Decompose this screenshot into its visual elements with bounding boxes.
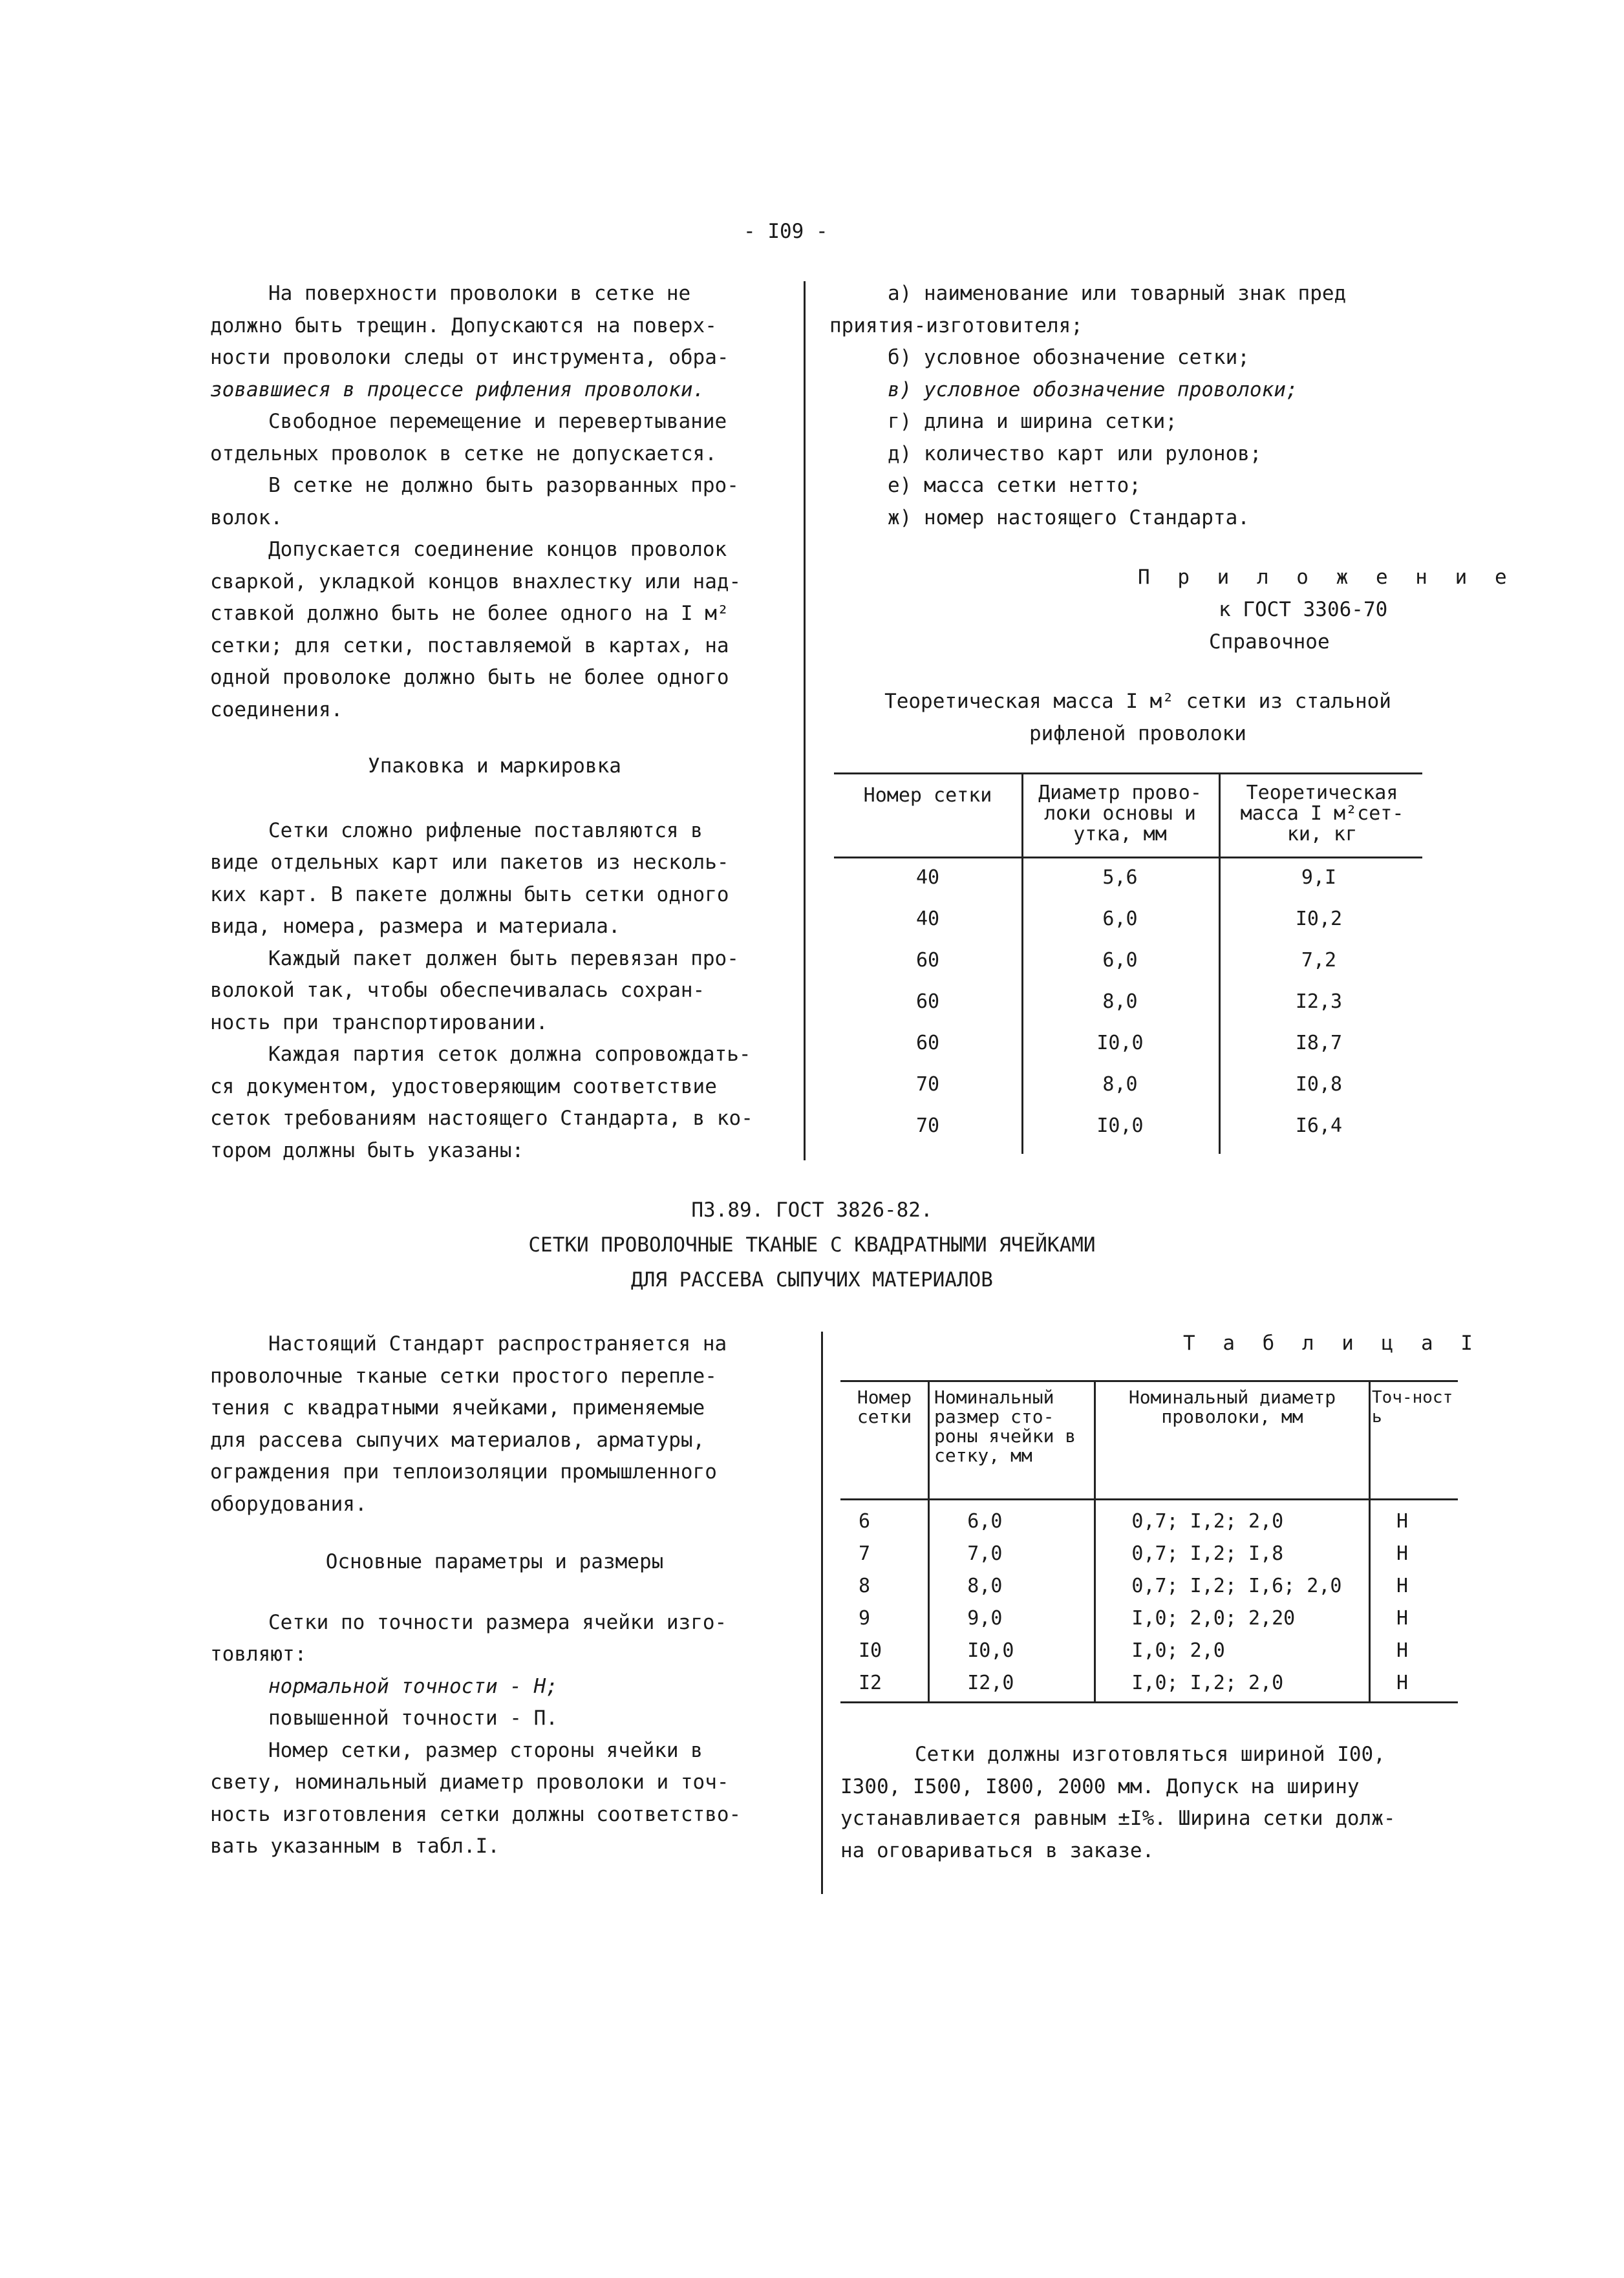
table-cell: Н bbox=[1396, 1639, 1409, 1662]
table-cell: 0,7; I,2; I,6; 2,0 bbox=[1131, 1574, 1342, 1597]
table-row bbox=[834, 1032, 1422, 1073]
table-header: Теоретическая масса I м²сет-ки, кг bbox=[1240, 782, 1404, 846]
text-line: В сетке не должно быть разорванных про- bbox=[268, 474, 739, 497]
table-rule bbox=[840, 1380, 1458, 1382]
text-line: Номер сетки, размер стороны ячейки в bbox=[268, 1738, 703, 1762]
paragraph bbox=[210, 278, 792, 406]
text-line: Свободное перемещение и перевертывание bbox=[268, 410, 727, 433]
table-cell: Н bbox=[1396, 1574, 1409, 1597]
list-item: ж) номер настоящего Стандарта. bbox=[888, 506, 1250, 529]
column-divider bbox=[821, 1332, 823, 1894]
table-cell: Н bbox=[1396, 1606, 1409, 1630]
table-cell: 5,6 bbox=[1102, 866, 1138, 889]
table-cell: Н bbox=[1396, 1509, 1409, 1533]
table-row bbox=[840, 1666, 1458, 1699]
mass-table bbox=[834, 772, 1422, 1154]
text-line: одной проволоке должно быть не более одного bbox=[210, 666, 729, 689]
table-row bbox=[834, 1114, 1422, 1156]
table-row bbox=[840, 1634, 1458, 1666]
text-line: вида, номера, размера и материала. bbox=[210, 915, 621, 938]
list-item: д) количество карт или рулонов; bbox=[888, 442, 1262, 465]
table-cell: 70 bbox=[915, 1114, 940, 1137]
table-cell: 7,0 bbox=[967, 1542, 1003, 1565]
text-line: ности проволоки следы от инструмента, обра- bbox=[210, 346, 729, 369]
text-line: на оговариваться в заказе. bbox=[840, 1838, 1155, 1862]
text-line: отдельных проволок в сетке не допускается. bbox=[210, 442, 717, 465]
text-line: оборудования. bbox=[210, 1492, 367, 1516]
table-header: Номер сетки bbox=[863, 784, 992, 807]
table-rule bbox=[834, 857, 1422, 858]
table-row bbox=[840, 1505, 1458, 1537]
appendix-label: П р и л о ж е н и е bbox=[1138, 566, 1515, 589]
list-item: приятия-изготовителя; bbox=[829, 314, 1083, 337]
table-cell: Н bbox=[1396, 1542, 1409, 1565]
table-row bbox=[840, 1537, 1458, 1570]
page-number: - I09 - bbox=[743, 220, 828, 243]
text-line: На поверхности проволоки в сетке не bbox=[268, 282, 691, 305]
table-cell: 9,I bbox=[1301, 866, 1337, 889]
table-header: Номинальный диаметр проволоки, мм bbox=[1128, 1387, 1336, 1427]
table-header: Точ-ность bbox=[1372, 1388, 1453, 1427]
paragraph bbox=[210, 1735, 792, 1863]
table-row bbox=[834, 990, 1422, 1032]
table-cell: 9,0 bbox=[967, 1606, 1003, 1630]
table-label: Т а б л и ц а I bbox=[1183, 1332, 1480, 1355]
appendix-type: Справочное bbox=[1209, 630, 1330, 654]
table-cell: 8,0 bbox=[967, 1574, 1003, 1597]
section-heading: Упаковка и маркировка bbox=[368, 754, 621, 778]
table-cell: 60 bbox=[915, 949, 940, 972]
text-line: сетки; для сетки, поставляемой в картах, на bbox=[210, 633, 729, 657]
table-cell: I6,4 bbox=[1295, 1114, 1343, 1137]
text-line: Сетки сложно рифленые поставляются в bbox=[268, 818, 703, 842]
paragraph bbox=[210, 943, 792, 1039]
section-title: ДЛЯ РАССЕВА СЫПУЧИХ МАТЕРИАЛОВ bbox=[631, 1268, 993, 1292]
table-cell: 60 bbox=[915, 1032, 940, 1054]
table-cell: I0,8 bbox=[1295, 1073, 1343, 1096]
table-cell: 6,0 bbox=[1102, 908, 1138, 930]
list-item: е) масса сетки нетто; bbox=[888, 474, 1141, 497]
text-line: сеток требованиям настоящего Стандарта, в ко- bbox=[210, 1107, 753, 1130]
paragraph bbox=[210, 1039, 792, 1167]
table-cell: I0,0 bbox=[1096, 1114, 1144, 1137]
text-line: ся документом, удостоверяющим соответствие bbox=[210, 1074, 717, 1098]
table-rule bbox=[840, 1701, 1458, 1703]
table-cell: 9 bbox=[859, 1606, 871, 1630]
table-cell: 70 bbox=[915, 1073, 940, 1096]
table-row bbox=[840, 1602, 1458, 1634]
text-line: волокой так, чтобы обеспечивалась сохран- bbox=[210, 979, 705, 1002]
paragraph bbox=[210, 1607, 792, 1735]
table-cell: Н bbox=[1396, 1671, 1409, 1694]
table-cell: 8 bbox=[859, 1574, 871, 1597]
paragraph bbox=[210, 1328, 792, 1520]
table-cell: I0,0 bbox=[967, 1639, 1014, 1662]
table-cell: 0,7; I,2; 2,0 bbox=[1131, 1509, 1284, 1533]
table-cell: I0,0 bbox=[1096, 1032, 1144, 1054]
section-number: П3.89. ГОСТ 3826-82. bbox=[691, 1198, 933, 1222]
section-title-block bbox=[0, 1193, 1624, 1297]
table-cell: I,0; I,2; 2,0 bbox=[1131, 1671, 1284, 1694]
text-line: рифленой проволоки bbox=[1029, 722, 1246, 745]
table-cell: I2,0 bbox=[967, 1671, 1014, 1694]
table-cell: 0,7; I,2; I,8 bbox=[1131, 1542, 1284, 1565]
table-cell: 60 bbox=[915, 990, 940, 1013]
text-line: устанавливается равным ±I%. Ширина сетки долж- bbox=[840, 1807, 1396, 1830]
table-header: Номинальный размер сто-роны ячейки в сетку, мм bbox=[934, 1387, 1076, 1466]
table-body bbox=[840, 1505, 1458, 1699]
list-item: б) условное обозначение сетки; bbox=[888, 346, 1250, 369]
paragraph bbox=[210, 815, 792, 943]
table-cell: I8,7 bbox=[1295, 1032, 1343, 1054]
right-column-2-text bbox=[840, 1739, 1461, 1867]
right-column-1 bbox=[829, 278, 1424, 534]
table-rule bbox=[840, 1498, 1458, 1500]
text-line: соединения. bbox=[210, 697, 343, 721]
text-line: товляют: bbox=[210, 1643, 307, 1666]
table-cell: 40 bbox=[915, 866, 940, 889]
table-cell: I,0; 2,0 bbox=[1131, 1639, 1225, 1662]
table-cell: 7 bbox=[859, 1542, 871, 1565]
paragraph bbox=[210, 534, 792, 726]
text-line: тором должны быть указаны: bbox=[210, 1138, 524, 1162]
text-line: Сетки по точности размера ячейки изго- bbox=[268, 1610, 727, 1634]
text-line: виде отдельных карт или пакетов из несколь- bbox=[210, 851, 729, 874]
list-item: г) длина и ширина сетки; bbox=[888, 410, 1177, 433]
table-cell: 6,0 bbox=[1102, 949, 1138, 972]
list-item: а) наименование или товарный знак пред bbox=[888, 282, 1347, 305]
text-line: I300, I500, I800, 2000 мм. Допуск на ширину bbox=[840, 1774, 1360, 1798]
table-cell: 6 bbox=[859, 1509, 871, 1533]
text-line: ность при транспортировании. bbox=[210, 1010, 548, 1034]
table-cell: 8,0 bbox=[1102, 1073, 1138, 1096]
text-line: проволочные тканые сетки простого перепле- bbox=[210, 1364, 717, 1388]
left-column-1 bbox=[210, 278, 792, 1167]
text-line: нормальной точности - Н; bbox=[268, 1674, 558, 1698]
table-cell: 6,0 bbox=[967, 1509, 1003, 1533]
text-line: свету, номинальный диаметр проволоки и точ- bbox=[210, 1771, 729, 1794]
column-divider bbox=[804, 281, 806, 1160]
table-row bbox=[834, 908, 1422, 949]
text-line: должно быть трещин. Допускаются на поверх- bbox=[210, 314, 717, 337]
appendix-ref: к ГОСТ 3306-70 bbox=[1219, 598, 1388, 621]
table-row bbox=[840, 1570, 1458, 1602]
paragraph bbox=[210, 470, 792, 534]
left-column-2 bbox=[210, 1328, 792, 1863]
table-cell: I2,3 bbox=[1295, 990, 1343, 1013]
text-line: зовавшиеся в процессе рифления проволоки. bbox=[210, 378, 705, 401]
table-body bbox=[834, 866, 1422, 1156]
text-line: для рассева сыпучих материалов, арматуры, bbox=[210, 1428, 705, 1452]
text-line: Каждый пакет должен быть перевязан про- bbox=[268, 946, 739, 970]
table-row bbox=[834, 866, 1422, 908]
table-cell: I0,2 bbox=[1295, 908, 1343, 930]
table-row bbox=[834, 1073, 1422, 1114]
text-line: ких карт. В пакете должны быть сетки одного bbox=[210, 882, 729, 906]
text-line: ность изготовления сетки должны соответство- bbox=[210, 1802, 742, 1826]
table-header: Диаметр прово-локи основы и утка, мм bbox=[1038, 782, 1202, 846]
table-header: Номер сетки bbox=[857, 1387, 912, 1427]
table-cell: I2 bbox=[859, 1671, 882, 1694]
text-line: Теоретическая масса I м² сетки из стальной bbox=[884, 690, 1391, 713]
text-line: сваркой, укладкой концов внахлестку или над- bbox=[210, 570, 742, 593]
mesh-table bbox=[840, 1380, 1458, 1703]
text-line: повышенной точности - П. bbox=[268, 1707, 558, 1730]
table-rule bbox=[834, 772, 1422, 774]
text-line: ставкой должно быть не более одного на I м² bbox=[210, 602, 729, 625]
table-cell: 7,2 bbox=[1301, 949, 1337, 972]
section-title: СЕТКИ ПРОВОЛОЧНЫЕ ТКАНЫЕ С КВАДРАТНЫМИ ЯЧЕЙКАМИ bbox=[528, 1233, 1096, 1257]
section-heading: Основные параметры и размеры bbox=[325, 1550, 664, 1573]
text-line: волок. bbox=[210, 506, 283, 529]
text-line: Допускается соединение концов проволок bbox=[268, 538, 727, 561]
table-cell: I0 bbox=[859, 1639, 882, 1662]
list-item: в) условное обозначение проволоки; bbox=[888, 378, 1298, 401]
text-line: Каждая партия сеток должна сопровождать- bbox=[268, 1043, 751, 1066]
paragraph bbox=[210, 406, 792, 470]
table-title bbox=[847, 685, 1429, 750]
text-line: тения с квадратными ячейками, применяемые bbox=[210, 1396, 705, 1420]
text-line: Настоящий Стандарт распространяется на bbox=[268, 1332, 727, 1356]
table-cell: I,0; 2,0; 2,20 bbox=[1131, 1606, 1296, 1630]
text-line: вать указанным в табл.I. bbox=[210, 1835, 500, 1858]
table-cell: 8,0 bbox=[1102, 990, 1138, 1013]
text-line: Сетки должны изготовляться шириной I00, bbox=[915, 1743, 1385, 1766]
table-row bbox=[834, 949, 1422, 990]
text-line: ограждения при теплоизоляции промышленного bbox=[210, 1460, 717, 1484]
table-cell: 40 bbox=[915, 908, 940, 930]
